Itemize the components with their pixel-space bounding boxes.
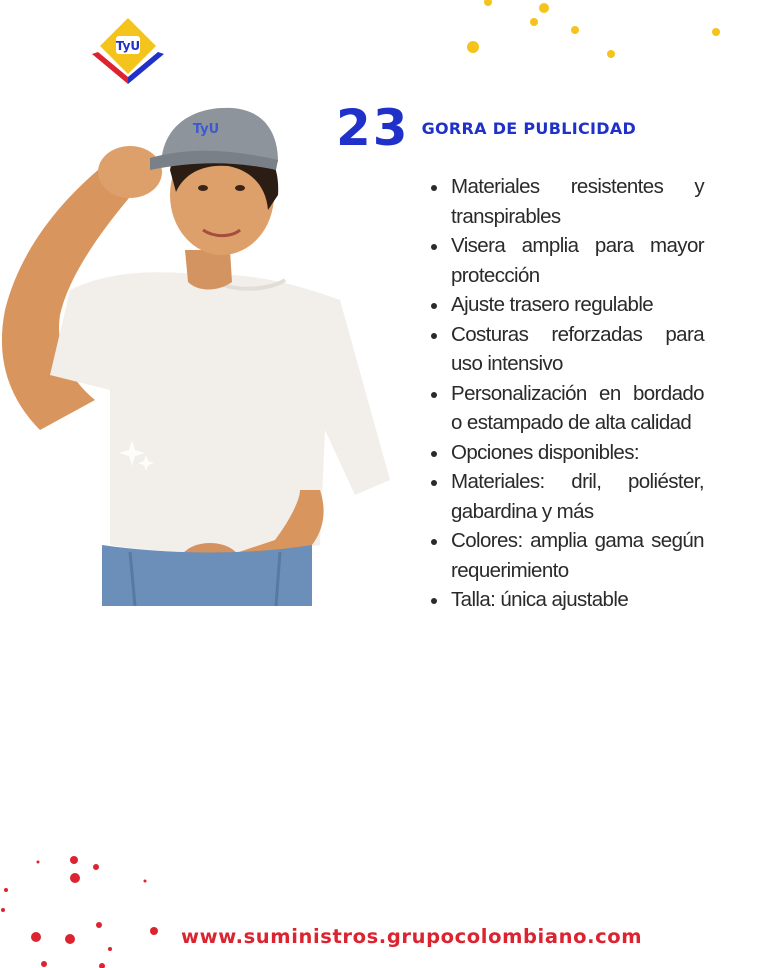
feature-item: Visera amplia para mayor protección (428, 231, 704, 290)
feature-item: Ajuste trasero regulable (428, 290, 704, 320)
feature-item: Costuras reforzadas para uso intensivo (428, 320, 704, 379)
feature-item: Talla: única ajustable (428, 585, 704, 615)
cap-logo: TyU (192, 122, 220, 137)
product-header (336, 98, 636, 158)
svg-text:TyU: TyU (115, 39, 141, 53)
feature-item: Materiales resistentes y transpirables (428, 172, 704, 231)
product-title: GORRA DE PUBLICIDAD (421, 118, 637, 138)
feature-item: Colores: amplia gama según requerimiento (428, 526, 704, 585)
feature-item: Opciones disponibles: (428, 438, 704, 468)
product-number: 23 (336, 99, 410, 157)
website-link[interactable]: www.suministros.grupocolombiano.com (181, 925, 643, 948)
decorative-dots-bottom (0, 845, 170, 968)
decorative-dots-top (440, 0, 740, 70)
feature-item: Materiales: dril, poliéster, gabardina y más (428, 467, 704, 526)
model-photo (0, 100, 400, 606)
feature-item: Personalización en bordado o estampado de alta calidad (428, 379, 704, 438)
brand-logo (88, 14, 168, 86)
feature-list (428, 172, 704, 615)
